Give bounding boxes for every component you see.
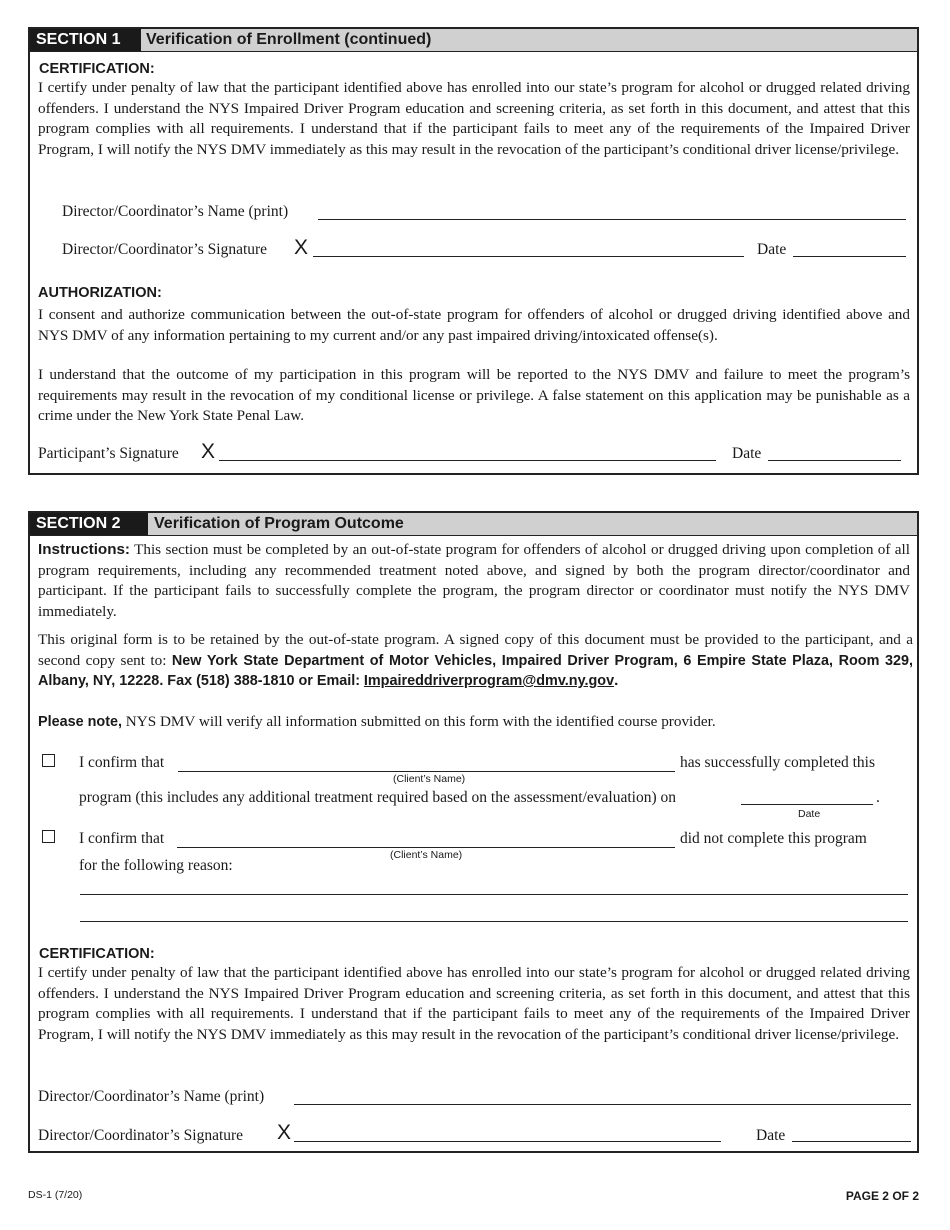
s2-director-signature-mark: X	[277, 1121, 292, 1144]
s2-director-name-input[interactable]	[294, 1104, 911, 1105]
authorization-label: AUTHORIZATION:	[38, 285, 162, 301]
page-number: PAGE 2 OF 2	[845, 1189, 919, 1203]
completed-suffix: has successfully completed this	[680, 754, 875, 771]
participant-signature-input[interactable]	[219, 460, 716, 461]
outcome-reporting-text: I understand that the outcome of my participation in this program will be reported to the NYS DMV and failure to meet the program’s requirements may result in the revocation of my conditional license or privilege. A false statement on this application may be punishable as a crime under the New York State Penal Law.	[38, 366, 910, 424]
please-note-block	[38, 712, 910, 733]
instructions-block	[38, 540, 910, 622]
retain-text: This original form is to be retained by the out-of-state program. A signed copy of this document must be provided to the participant, and a second copy sent to:	[38, 631, 913, 669]
section-2-title: Verification of Program Outcome	[154, 515, 404, 532]
reason-input-line-2[interactable]	[80, 921, 908, 922]
retain-block: This original form is to be retained by the out-of-state program. A signed copy of this document must be provided to the participant, and a second copy sent to: New York State Department of Motor Vehicles, Impaired Driver Program, 6 Empire State Plaza, Room 329, Albany, NY, 12228. Fax (518) 388-1810 or Email: Impaireddriverprogram@dmv.ny.gov.	[38, 631, 913, 689]
s2-director-name-label: Director/Coordinator’s Name (print)	[38, 1088, 265, 1105]
s1-director-name-input[interactable]	[318, 219, 906, 220]
participant-signature-mark: X	[201, 440, 216, 463]
completion-date-caption: Date	[798, 808, 821, 820]
s1-director-signature-label: Director/Coordinator’s Signature	[62, 241, 268, 258]
section-1-tag: SECTION 1	[30, 29, 141, 51]
form-id: DS-1 (7/20)	[28, 1189, 83, 1201]
participant-date-input[interactable]	[768, 460, 901, 461]
s2-director-signature-label: Director/Coordinator’s Signature	[38, 1127, 244, 1144]
email-link[interactable]: Impaireddriverprogram@dmv.ny.gov	[363, 673, 615, 689]
s2-director-signature-input[interactable]	[294, 1141, 721, 1142]
participant-date-label: Date	[732, 445, 762, 462]
not-completed-suffix: did not complete this program	[680, 830, 867, 847]
section-1-certification-label: CERTIFICATION:	[39, 61, 155, 77]
s1-director-date-label: Date	[757, 241, 787, 258]
completion-date-input[interactable]	[741, 804, 873, 805]
completed-confirm-prefix: I confirm that	[79, 754, 165, 771]
section-1-header	[30, 29, 917, 52]
section-2-certification-label: CERTIFICATION:	[39, 946, 155, 962]
instructions-label: Instructions:	[38, 541, 130, 558]
completed-client-name-caption: (Client’s Name)	[393, 773, 466, 785]
completion-period: .	[876, 789, 880, 806]
instructions-text: This section must be completed by an out-of-state program for offenders of alcohol or drugged driving upon completion of all program requirements, including any recommended treatment noted above, and signed by both the program director/coordinator and participant. If the participant fails to successfully complete the program, the program director or coordinator must notify the NYS DMV immediately.	[38, 541, 910, 620]
authorization-text: I consent and authorize communication between the out-of-state program for offenders of alcohol or drugged driving identified above and NYS DMV of any information pertaining to my current and/or any past impaired driving/intoxicated offense(s).	[38, 306, 910, 344]
s1-director-name-label: Director/Coordinator’s Name (print)	[62, 203, 289, 220]
section-2-header	[30, 513, 917, 536]
please-note-text: NYS DMV will verify all information submitted on this form with the identified course provider.	[125, 713, 716, 730]
participant-signature-label: Participant’s Signature	[38, 445, 179, 462]
s1-director-signature-mark: X	[294, 236, 309, 259]
section-2-tag: SECTION 2	[30, 513, 148, 535]
not-completed-confirm-prefix: I confirm that	[79, 830, 165, 847]
not-completed-client-name-input[interactable]	[177, 847, 675, 848]
please-note-label: Please note,	[38, 714, 122, 730]
completed-client-name-input[interactable]	[178, 771, 675, 772]
s1-director-signature-input[interactable]	[313, 256, 744, 257]
completed-checkbox[interactable]	[42, 754, 55, 767]
not-completed-checkbox[interactable]	[42, 830, 55, 843]
program-completion-text: program (this includes any additional treatment required based on the assessment/evaluation) on	[79, 789, 677, 806]
s1-director-date-input[interactable]	[793, 256, 906, 257]
mailing-address: New York State Department of Motor Vehicles, Impaired Driver Program, 6 Empire State Plaza, Room 329, Albany, NY, 12228. Fax (518) 388-1810 or Email:	[38, 652, 913, 689]
section-2-certification-text: I certify under penalty of law that the participant identified above has enrolled into our state’s program for alcohol or drugged related driving offenders. I understand the NYS Impaired Driver Program education and screening criteria, as set forth in this document, and attest that this program complies with all requirements. I understand that if the participant fails to meet any of the requirements of the Impaired Driver Program, I will notify the NYS DMV immediately as this may result in the revocation of the participant’s conditional driver license/privilege.	[38, 964, 910, 1043]
not-completed-client-name-caption: (Client’s Name)	[390, 849, 463, 861]
s2-director-date-label: Date	[756, 1127, 786, 1144]
reason-input-line-1[interactable]	[80, 894, 908, 895]
s2-director-date-input[interactable]	[792, 1141, 911, 1142]
reason-label: for the following reason:	[79, 857, 233, 874]
section-1-certification-text: I certify under penalty of law that the participant identified above has enrolled into our state’s program for alcohol or drugged related driving offenders. I understand the NYS Impaired Driver Program education and screening criteria, as set forth in this document, and attest that this program complies with all requirements. I understand that if the participant fails to meet any of the requirements of the Impaired Driver Program, I will notify the NYS DMV immediately as this may result in the revocation of the participant’s conditional driver license/privilege.	[38, 79, 910, 158]
section-1-title: Verification of Enrollment (continued)	[146, 31, 432, 48]
